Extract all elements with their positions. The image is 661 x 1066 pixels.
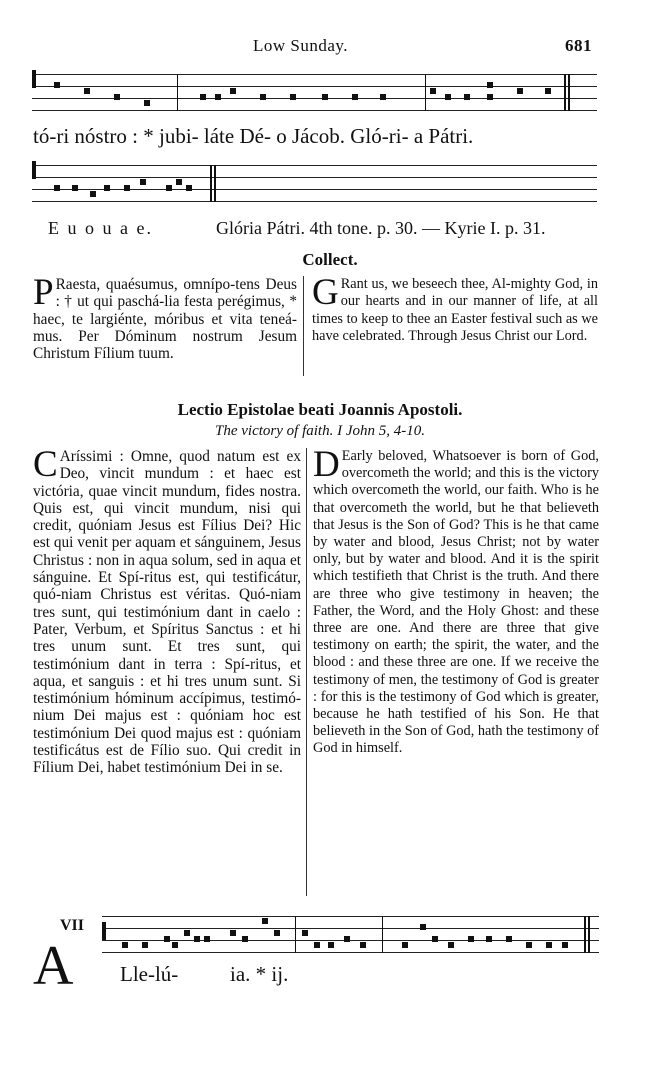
dropcap-g: G [312, 272, 339, 313]
epistle-heading: Lectio Epistolae beati Joannis Apostoli. [177, 400, 463, 419]
epistle-divider [306, 448, 307, 896]
epistle-english: D Early beloved, Whatsoever is born of God, overcometh the world; and this is the victory which overcometh the world, our faith. Who is he that overcometh the world, but he that believeth that Jesus is the Son of God? This is he that came by water and blood, Jesus Christ; not by water only, but by water and blood. And it is the spirit which testifieth that Christ is the truth. And there are three who give testimony in heaven; the Father, the Word, and the Holy Ghost: and these three are one. And there are three that give testimony on earth; the spirit, the water, and the blood : and these three are one. If we receive the testimony of men, the testimony of God is greater : for this is the testimony of God which is greater, because he hath testified of his Son. He that believeth in the Son of God, hath the testimony of God in himself. [313, 444, 599, 757]
page-number: 681 [565, 36, 592, 55]
alleluia-lyric-b: ia. * ij. [230, 962, 289, 986]
alleluia-lyric-a: Lle-lú- [120, 962, 179, 986]
neumes-alleluia [102, 908, 599, 964]
collect-english: G Rant us, we beseech thee, Al-mighty God, in our hearts and in our manner of life, at all times to keep to thee an Easter festival such as we have celebrated. Through Jesus Christ our Lord. [312, 272, 598, 344]
chant-staff-alleluia [102, 908, 599, 964]
neumes-2 [32, 157, 232, 209]
chant-lyric-2-euouae: E u o u a e. [48, 218, 153, 238]
chant-lyric-1: tó-ri nóstro : * jubi- láte Dé- o Jácob. Gló-ri- a Pátri. [33, 124, 474, 148]
alleluia-initial: A [33, 935, 74, 997]
dropcap-c: C [33, 444, 58, 485]
chant-lyric-2-gloria: Glória Pátri. 4th tone. p. 30. — Kyrie I. p. 31. [216, 218, 546, 238]
chant-staff-1 [32, 66, 597, 114]
mode-label: VII [60, 917, 85, 934]
running-title: Low Sunday. [253, 36, 349, 55]
dropcap-p: P [33, 272, 54, 313]
neumes-1 [32, 66, 597, 114]
collect-heading: Collect. [302, 250, 358, 269]
collect-divider [303, 276, 304, 376]
dropcap-d: D [313, 444, 340, 485]
epistle-latin: C Aríssimi : Omne, quod natum est ex Deo, vincit mundum : et haec est victória, quae vincit mundum, fides nostra. Quis est, qui vincit mundum, nisi qui credit, quóniam Jesus est Fílius Dei? Hic est qui venit per aquam et sánguinem, Jesus Christus : non in aqua solum, sed in aqua et sánguine. Et Spí-ritus est, qui testificátur, quó-niam Christus est véritas. Quó-niam tres sunt, qui testimónium dant in caelo : Pater, Verbum, et Spíritus Sanctus : et hi tres unum sunt. Et tres sunt, qui testimónium dant in terra : Spí-ritus, et aqua, et sanguis : et hi tres unum sunt. Si testimónium hóminum accípimus, testimó-nium Dei majus est : quóniam hoc est testimónium Dei quod majus est : quóniam testificátus est de Fílio suo. Qui credit in Fílium Dei, habet testimónium Dei in se. [33, 444, 301, 777]
chant-staff-2 [32, 157, 597, 209]
epistle-subtitle: The victory of faith. I John 5, 4-10. [215, 423, 425, 439]
collect-latin: P Raesta, quaésumus, omnípo-tens Deus : † ut qui paschá-lia festa perégimus, * haec, te largiénte, móribus et vita teneá-mus. Per Dóminum nostrum Jesum Christum Fílium tuum. [33, 272, 297, 363]
